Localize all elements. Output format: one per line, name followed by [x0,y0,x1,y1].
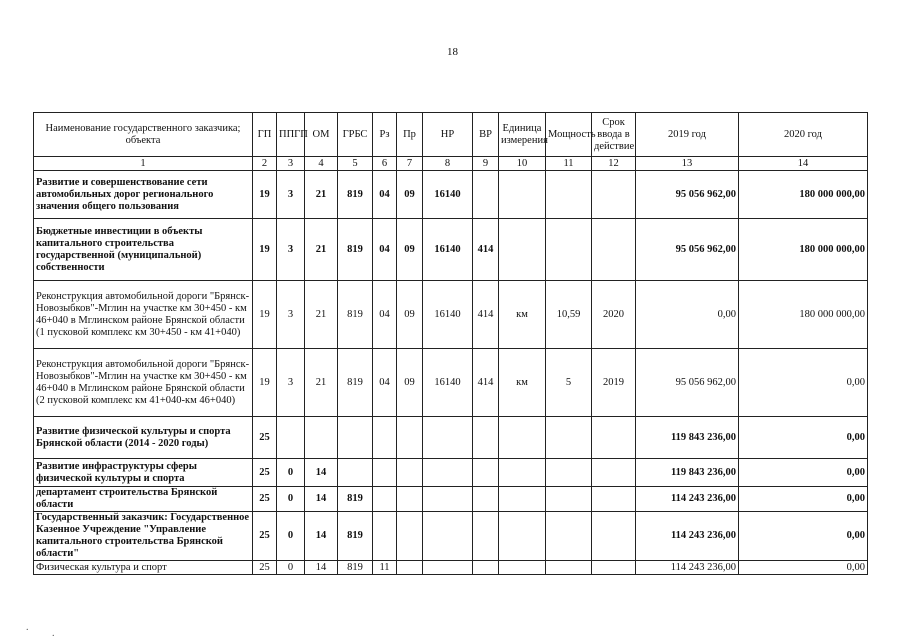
capacity-cell [546,171,592,219]
pr-cell [397,417,423,459]
column-number: 14 [739,157,868,171]
grbs-cell: 819 [338,281,373,349]
nr-cell [423,487,473,512]
unit-cell [499,512,546,561]
grbs-cell: 819 [338,512,373,561]
capacity-cell: 5 [546,349,592,417]
header-pr: Пр [397,113,423,157]
ppgp-cell: 3 [277,281,305,349]
nr-cell [423,561,473,575]
om-cell: 21 [305,349,338,417]
nr-cell [423,512,473,561]
amount-2020-cell: 0,00 [739,487,868,512]
nr-cell [423,417,473,459]
pr-cell [397,487,423,512]
amount-2020-cell: 180 000 000,00 [739,281,868,349]
object-name: Реконструкция автомобильной дороги "Брянск-Новозыбков"-Мглин на участке км 30+450 - км 46+040 в Мглинском районе Брянской области (1 пусковой комплекс км 30+450 - км 41+040) [34,281,253,349]
grbs-cell: 819 [338,561,373,575]
amount-2019-cell: 119 843 236,00 [636,417,739,459]
om-cell: 21 [305,219,338,281]
vr-cell [473,171,499,219]
gp-cell: 25 [253,561,277,575]
pr-cell [397,561,423,575]
unit-cell [499,171,546,219]
column-number: 8 [423,157,473,171]
header-ppgp: ППГП [277,113,305,157]
pr-cell: 09 [397,219,423,281]
commissioning-cell [592,512,636,561]
om-cell: 14 [305,561,338,575]
capacity-cell [546,417,592,459]
commissioning-cell [592,487,636,512]
amount-2019-cell: 114 243 236,00 [636,512,739,561]
header-gp: ГП [253,113,277,157]
rz-cell [373,417,397,459]
header-capacity: Мощность [546,113,592,157]
unit-cell: км [499,349,546,417]
column-number: 7 [397,157,423,171]
amount-2020-cell: 180 000 000,00 [739,171,868,219]
pr-cell: 09 [397,281,423,349]
commissioning-cell [592,219,636,281]
grbs-cell: 819 [338,219,373,281]
amount-2019-cell: 95 056 962,00 [636,219,739,281]
column-number: 2 [253,157,277,171]
vr-cell [473,417,499,459]
grbs-cell [338,459,373,487]
ppgp-cell [277,417,305,459]
ppgp-cell: 0 [277,561,305,575]
amount-2020-cell: 0,00 [739,459,868,487]
object-name: Физическая культура и спорт [34,561,253,575]
column-number: 5 [338,157,373,171]
object-name: Развитие инфраструктуры сферы физической культуры и спорта [34,459,253,487]
rz-cell [373,487,397,512]
column-number: 1 [34,157,253,171]
ppgp-cell: 3 [277,349,305,417]
amount-2020-cell: 0,00 [739,417,868,459]
gp-cell: 25 [253,487,277,512]
gp-cell: 25 [253,459,277,487]
om-cell: 14 [305,512,338,561]
grbs-cell [338,417,373,459]
header-commissioning: Срок ввода в действие [592,113,636,157]
capacity-cell: 10,59 [546,281,592,349]
vr-cell [473,487,499,512]
table-row [34,561,868,575]
rz-cell: 04 [373,281,397,349]
column-number: 9 [473,157,499,171]
pr-cell: 09 [397,349,423,417]
gp-cell: 19 [253,171,277,219]
amount-2020-cell: 0,00 [739,512,868,561]
column-number: 4 [305,157,338,171]
unit-cell [499,487,546,512]
column-number: 12 [592,157,636,171]
amount-2019-cell: 114 243 236,00 [636,561,739,575]
capacity-cell [546,219,592,281]
header-grbs: ГРБС [338,113,373,157]
object-name: Реконструкция автомобильной дороги "Брянск-Новозыбков"-Мглин на участке км 30+450 - км 46+040 в Мглинском районе Брянской области (2 пусковой комплекс км 41+040-км 46+040) [34,349,253,417]
gp-cell: 19 [253,281,277,349]
commissioning-cell: 2020 [592,281,636,349]
unit-cell [499,459,546,487]
page-number: 18 [447,46,458,58]
table-row [34,487,868,512]
ppgp-cell: 3 [277,171,305,219]
ppgp-cell: 0 [277,487,305,512]
column-number: 13 [636,157,739,171]
om-cell: 21 [305,171,338,219]
capacity-cell [546,459,592,487]
table-row [34,171,868,219]
om-cell: 14 [305,487,338,512]
om-cell: 21 [305,281,338,349]
commissioning-cell [592,459,636,487]
column-number: 6 [373,157,397,171]
table-row [34,417,868,459]
table-row [34,512,868,561]
commissioning-cell [592,561,636,575]
table-row [34,349,868,417]
rz-cell [373,459,397,487]
rz-cell: 11 [373,561,397,575]
gp-cell: 19 [253,219,277,281]
nr-cell: 16140 [423,349,473,417]
nr-cell: 16140 [423,171,473,219]
pr-cell [397,459,423,487]
rz-cell [373,512,397,561]
object-name: Развитие и совершенствование сети автомобильных дорог регионального значения общего пользования [34,171,253,219]
ppgp-cell: 3 [277,219,305,281]
header-row [34,113,868,157]
commissioning-cell: 2019 [592,349,636,417]
ppgp-cell: 0 [277,459,305,487]
rz-cell: 04 [373,219,397,281]
unit-cell [499,417,546,459]
unit-cell: км [499,281,546,349]
header-rz: Рз [373,113,397,157]
object-name: департамент строительства Брянской области [34,487,253,512]
gp-cell: 25 [253,512,277,561]
object-name: Бюджетные инвестиции в объекты капитального строительства государственной (муниципальной) собственности [34,219,253,281]
pr-cell [397,512,423,561]
column-number: 10 [499,157,546,171]
vr-cell: 414 [473,219,499,281]
amount-2019-cell: 114 243 236,00 [636,487,739,512]
header-2019: 2019 год [636,113,739,157]
amount-2019-cell: 0,00 [636,281,739,349]
capacity-cell [546,487,592,512]
vr-cell [473,459,499,487]
table-row [34,281,868,349]
rz-cell: 04 [373,349,397,417]
vr-cell [473,512,499,561]
amount-2020-cell: 0,00 [739,349,868,417]
amount-2019-cell: 95 056 962,00 [636,349,739,417]
column-number: 3 [277,157,305,171]
header-nr: НР [423,113,473,157]
table-row [34,219,868,281]
gp-cell: 25 [253,417,277,459]
pr-cell: 09 [397,171,423,219]
commissioning-cell [592,417,636,459]
header-name: Наименование государственного заказчика; объекта [34,113,253,157]
column-number: 11 [546,157,592,171]
budget-table [33,112,868,575]
header-vr: ВР [473,113,499,157]
vr-cell: 414 [473,349,499,417]
vr-cell: 414 [473,281,499,349]
grbs-cell: 819 [338,349,373,417]
grbs-cell: 819 [338,171,373,219]
nr-cell: 16140 [423,219,473,281]
table-row [34,459,868,487]
vr-cell [473,561,499,575]
nr-cell: 16140 [423,281,473,349]
rz-cell: 04 [373,171,397,219]
amount-2020-cell: 0,00 [739,561,868,575]
om-cell: 14 [305,459,338,487]
om-cell [305,417,338,459]
grbs-cell: 819 [338,487,373,512]
object-name: Государственный заказчик: Государственное Казенное Учреждение "Управление капитального строительства Брянской области" [34,512,253,561]
amount-2019-cell: 119 843 236,00 [636,459,739,487]
commissioning-cell [592,171,636,219]
ppgp-cell: 0 [277,512,305,561]
column-number-row [34,157,868,171]
gp-cell: 19 [253,349,277,417]
amount-2019-cell: 95 056 962,00 [636,171,739,219]
capacity-cell [546,512,592,561]
header-unit: Единица измерения [499,113,546,157]
object-name: Развитие физической культуры и спорта Брянской области (2014 - 2020 годы) [34,417,253,459]
unit-cell [499,219,546,281]
header-om: ОМ [305,113,338,157]
capacity-cell [546,561,592,575]
amount-2020-cell: 180 000 000,00 [739,219,868,281]
header-2020: 2020 год [739,113,868,157]
nr-cell [423,459,473,487]
unit-cell [499,561,546,575]
